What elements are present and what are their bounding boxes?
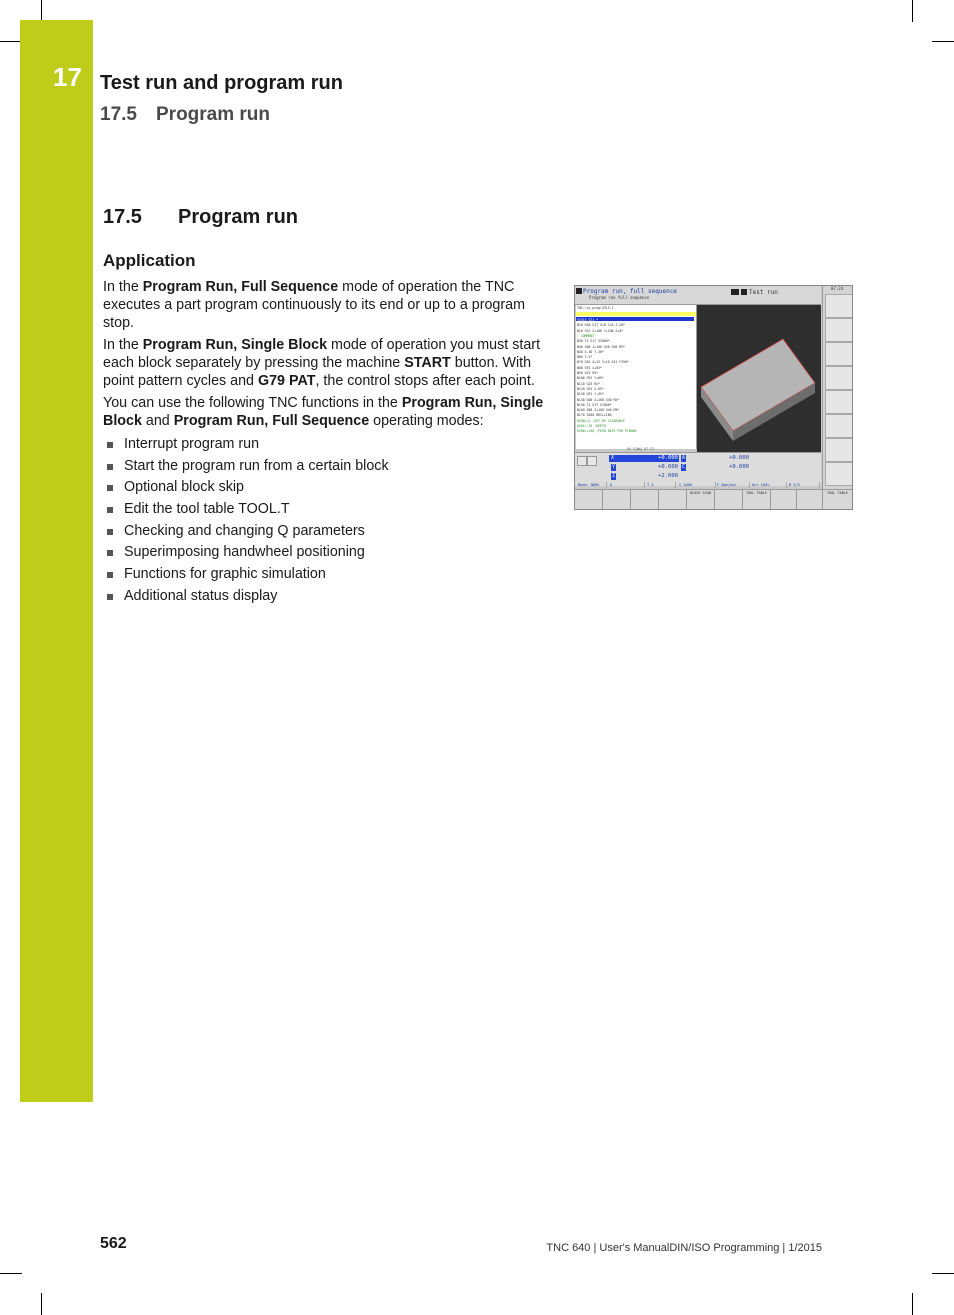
bullet-icon	[107, 550, 113, 556]
program-line: Q206=+150 ;FEED RATE FOR PLNGNG	[577, 429, 637, 434]
list-item: Optional block skip	[103, 477, 545, 499]
program-line: N90 G25 R5*	[577, 371, 599, 375]
softkey-block-scan[interactable]: BLOCK SCAN	[687, 489, 715, 510]
program-line: N20 G31 X+100 Y+100 Z+0*	[577, 328, 624, 333]
axis-label-z: Z	[612, 473, 616, 479]
axis-value-y: +0.000	[658, 464, 678, 470]
bullet-icon	[107, 529, 113, 535]
status-feed: F 0mm/min	[715, 482, 750, 488]
paragraph-single-block: In the Program Run, Single Block mode of operation you must start each block separately by pressing the machine START button. With point pattern cycles and G79 PAT, the control stops after each point.	[103, 337, 541, 389]
axis-value-c: +0.000	[729, 464, 749, 470]
program-path: TNC:\nc_prog\3315.I	[577, 306, 614, 310]
section-heading	[103, 206, 298, 229]
program-line: N170 G200 DRILLING	[577, 413, 612, 418]
test-run-icon	[741, 289, 747, 295]
list-item: Functions for graphic simulation	[103, 564, 545, 586]
status-icon	[577, 456, 587, 466]
program-line: %3315 G71 *	[577, 318, 599, 322]
program-line: N70 G01 X+15 Y+15 G41 F250*	[577, 360, 629, 365]
axis-label-a: A	[682, 455, 686, 461]
bullet-icon	[107, 485, 113, 491]
bullet-icon	[107, 442, 113, 448]
status-tool: T 4	[645, 482, 676, 488]
position-display	[575, 452, 821, 486]
axis-label-c: C	[682, 464, 686, 470]
feed-load: 0% F[Nm] 07:23	[627, 447, 654, 451]
program-line: N150 T2 G17 S1000*	[577, 402, 612, 407]
running-header-title: Test run and program run	[100, 72, 343, 94]
program-line: N100 G91 Y+65*	[577, 376, 604, 381]
current-block-highlight	[576, 312, 696, 316]
program-line: N30 T1 G17 S2000*	[577, 339, 610, 344]
program-line: N160 G00 Z+100 G40 M3*	[577, 408, 620, 413]
crop-mark	[0, 1273, 22, 1274]
crop-mark	[932, 41, 954, 42]
crop-mark	[41, 0, 42, 22]
crop-mark	[932, 1273, 954, 1274]
workpiece-graphic	[697, 305, 821, 455]
program-line: N40 G00 Z+100 G40 G90 M3*	[577, 344, 625, 349]
section-title: Program run	[178, 206, 299, 228]
softkey-3[interactable]	[631, 489, 659, 510]
paragraph-functions-intro: You can use the following TNC functions in the Program Run, Single Block and Program Run, Full Sequence operating modes:	[103, 395, 544, 429]
softkey-9[interactable]	[797, 489, 823, 510]
softkey-tool-table[interactable]: TOOL TABLE	[743, 489, 771, 510]
axis-value-z: +2.000	[658, 473, 678, 479]
list-item: Checking and changing Q parameters	[103, 521, 545, 543]
crop-mark	[912, 1293, 913, 1315]
side-softkey[interactable]	[825, 366, 853, 390]
softkey-6[interactable]	[715, 489, 743, 510]
dnc-icon	[731, 289, 739, 295]
function-list	[103, 434, 545, 608]
softkey-4[interactable]	[659, 489, 687, 510]
list-item: Start the program run from a certain block	[103, 456, 545, 478]
side-softkey[interactable]	[825, 390, 853, 414]
list-item: Interrupt program run	[103, 434, 545, 456]
chapter-number: 17	[53, 62, 82, 92]
softkey-8[interactable]	[771, 489, 797, 510]
crop-mark	[0, 41, 22, 42]
application-heading: Application	[103, 251, 196, 270]
status-misc: M 5/9	[787, 482, 820, 488]
tnc-screenshot	[574, 285, 853, 510]
running-section-title: Program run	[156, 104, 271, 125]
status-override: Ovr 100%	[750, 482, 787, 488]
axis-label-y: Y	[612, 464, 616, 470]
reference-icon	[587, 456, 597, 466]
crop-mark	[912, 0, 913, 22]
body-text	[103, 278, 545, 608]
program-line: ; COMMENT	[577, 333, 595, 338]
program-run-icon	[576, 288, 582, 294]
bullet-icon	[107, 507, 113, 513]
program-line: N110 G25 R5*	[577, 381, 601, 386]
program-line: Q201=-20 ;DEPTH	[577, 424, 606, 428]
side-softkey[interactable]	[825, 318, 853, 342]
axis-value-a: +0.000	[729, 455, 749, 461]
status-spindle: S 2000	[677, 482, 716, 488]
side-softkey-bar	[822, 286, 853, 509]
section-number: 17.5	[103, 206, 142, 228]
crop-mark	[41, 1293, 42, 1315]
program-line: N10 G30 G17 X+0 Y+0 Z-20*	[577, 323, 625, 328]
active-mode-label: Program run, full sequence	[583, 288, 677, 295]
paragraph-full-sequence: In the Program Run, Full Sequence mode of operation the TNC executes a part program continuously to its end or up to a program stop.	[103, 279, 525, 331]
list-item: Additional status display	[103, 586, 545, 608]
bullet-icon	[107, 464, 113, 470]
side-softkey[interactable]	[825, 462, 853, 486]
clock: 07:24	[831, 286, 844, 291]
list-item: Edit the tool table TOOL.T	[103, 499, 545, 521]
status-mode: Mode: NOML	[576, 482, 607, 488]
active-mode-sublabel: Program run full sequence	[589, 295, 650, 300]
page-number: 562	[100, 1235, 127, 1252]
chapter-sidebar	[20, 20, 93, 1102]
side-softkey[interactable]	[825, 438, 853, 462]
footer-text: TNC 640 | User's ManualDIN/ISO Programming | 1/2015	[546, 1242, 822, 1254]
softkey-2[interactable]	[603, 489, 631, 510]
graphics-window	[627, 305, 821, 455]
softkey-1[interactable]	[575, 489, 603, 510]
program-line: N50 X-30 Y-30*	[577, 349, 604, 354]
screen-header	[575, 286, 821, 305]
side-softkey[interactable]	[825, 414, 853, 438]
program-line: N60 Z-5*	[577, 355, 593, 360]
axis-value-x: +0.000	[658, 455, 678, 461]
side-softkey[interactable]	[825, 342, 853, 366]
program-line: N130 G91 Y-65*	[577, 392, 604, 397]
list-item: Superimposing handwheel positioning	[103, 542, 545, 564]
running-header-section	[100, 104, 270, 126]
program-line: Q200=+2 ;SET-UP CLEARANCE	[577, 418, 625, 423]
softkey-tool-table-2[interactable]: TOOL TABLE	[823, 489, 853, 510]
side-softkey[interactable]	[825, 294, 853, 318]
running-section-number: 17.5	[100, 104, 137, 125]
axis-label-x: X	[611, 455, 615, 461]
bullet-icon	[107, 572, 113, 578]
status-tool-axis: 0	[608, 482, 645, 488]
other-mode-label: Test run	[749, 289, 778, 296]
program-line: N120 G91 X-65*	[577, 386, 604, 391]
program-window	[576, 305, 697, 449]
program-line: N140 G00 Z+100 G40 M2*	[577, 397, 620, 402]
program-line: N80 G91 X+65*	[577, 365, 602, 370]
bullet-icon	[107, 594, 113, 600]
